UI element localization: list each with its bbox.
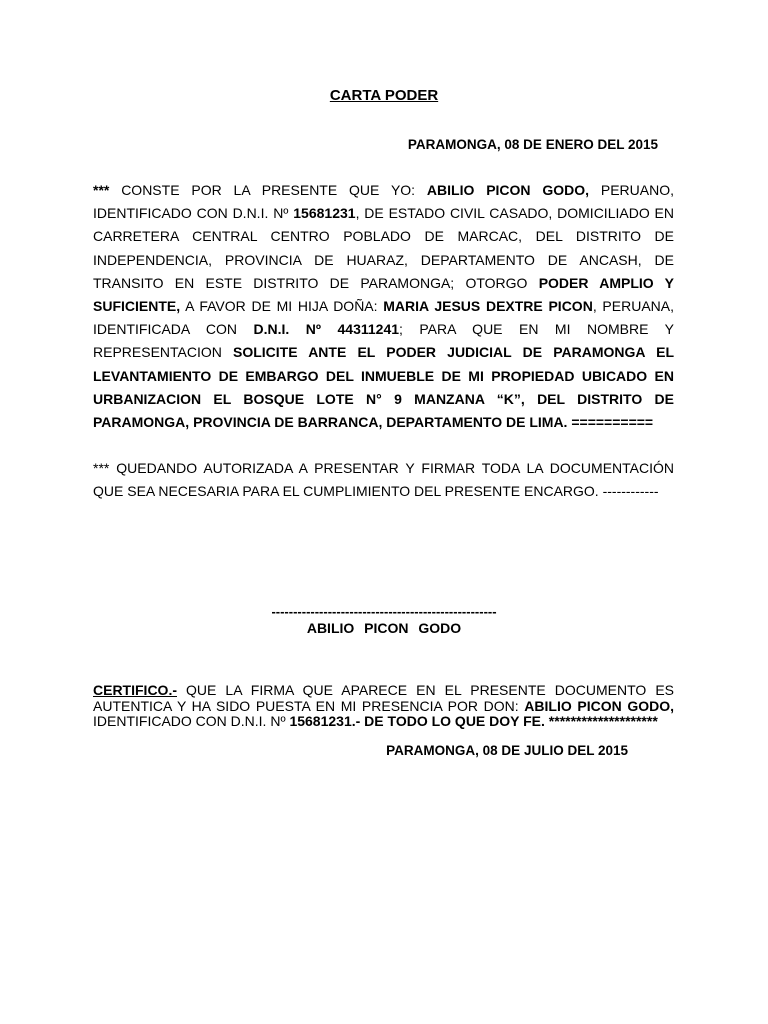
paragraph-text: , DE ESTADO CIVIL CASADO, DOMICILIADO EN CARRETERA CENTRAL CENTRO POBLADO DE MARCAC, DEL DISTRITO DE INDEPENDENCIA, PROVINCIA DE HUARAZ, DEPARTAMENTO DE ANCASH, DE TRANSITO EN ESTE DISTRITO DE PARAMONGA; OTORGO xyxy=(93,205,674,291)
certification-text: QUE LA FIRMA QUE APARECE EN EL PRESENTE DOCUMENTO ES AUTENTICA Y HA SIDO PUESTA EN MI PRESENCIA POR DON: xyxy=(93,682,674,714)
main-paragraph xyxy=(93,179,674,434)
certification-text: IDENTIFICADO CON D.N.I. Nº xyxy=(93,713,290,729)
grantor-dni: 15681231 xyxy=(293,205,356,222)
grantee-name: MARIA JESUS DEXTRE PICON xyxy=(383,298,593,315)
document-date-bottom: PARAMONGA, 08 DE JULIO DEL 2015 xyxy=(386,743,628,758)
paragraph-text: ; PARA QUE EN MI NOMBRE Y REPRESENTACION xyxy=(93,321,674,361)
paragraph-text: PERUANO, IDENTIFICADO CON D.N.I. Nº xyxy=(93,182,675,222)
grantor-name: ABILIO PICON GODO, xyxy=(426,182,590,198)
grantee-dni: D.N.I. Nº 44311241 xyxy=(253,321,400,338)
signature-line: ---------------------------------------------------- xyxy=(271,604,497,619)
paragraph-text: A FAVOR DE MI HIJA DOÑA: xyxy=(180,298,384,315)
document-date-top: PARAMONGA, 08 DE ENERO DEL 2015 xyxy=(407,137,658,152)
certifico-label: CERTIFICO.- xyxy=(93,682,177,698)
paragraph-text: CONSTE POR LA PRESENTE QUE YO: xyxy=(109,182,427,198)
stars-marker: *** xyxy=(93,182,110,198)
request-text: SOLICITE ANTE EL PODER JUDICIAL DE PARAMONGA EL LEVANTAMIENTO DE EMBARGO DEL INMUEBLE DE MI PROPIEDAD UBICADO EN URBANIZACION EL BOSQUE LOTE N° 9 MANZANA “K”, DEL DISTRITO DE PARAMONGA, PROVINCIA DE BARRANCA, DEPARTAMENTO DE LIMA. ========== xyxy=(93,344,674,431)
certified-name: ABILIO PICON GODO, xyxy=(524,697,675,714)
document-title: CARTA PODER xyxy=(329,87,439,104)
paragraph-text: , PERUANA, IDENTIFICADA CON xyxy=(93,298,674,338)
authorization-paragraph: *** QUEDANDO AUTORIZADA A PRESENTAR Y FIRMAR TODA LA DOCUMENTACIÓN QUE SEA NECESARIA PARA EL CUMPLIMIENTO DEL PRESENTE ENCARGO. ------------ xyxy=(93,460,674,500)
signature-name: ABILIO PICON GODO xyxy=(306,620,462,636)
certified-dni: 15681231.- DE TODO LO QUE DOY FE. ******************** xyxy=(289,713,658,729)
power-type: PODER AMPLIO Y SUFICIENTE, xyxy=(93,274,674,315)
certification-paragraph xyxy=(93,683,674,730)
